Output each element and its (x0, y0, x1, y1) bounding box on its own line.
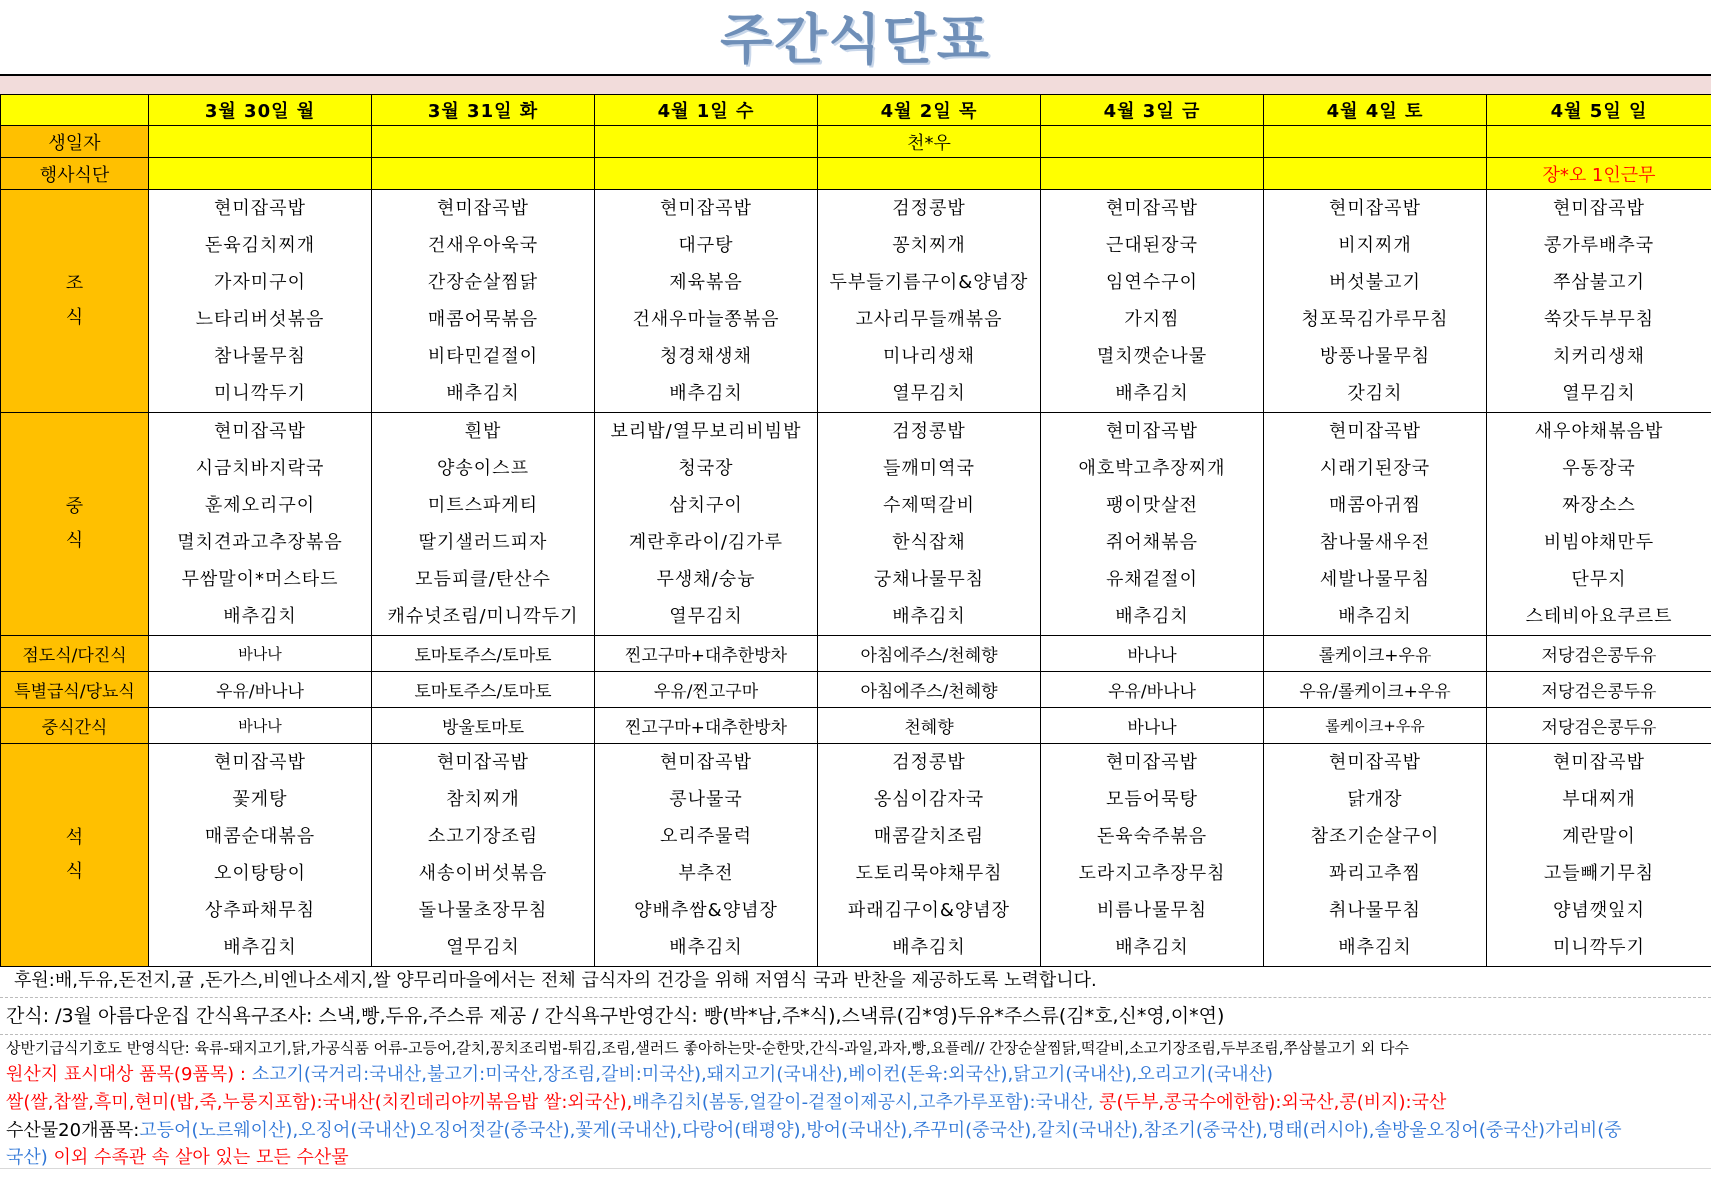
menu-item: 열무김치 (818, 375, 1040, 412)
menu-item: 배추김치 (372, 375, 594, 412)
breakfast-day-cell (1041, 190, 1264, 413)
weekly-menu-table (0, 94, 1711, 967)
menu-item: 삼치구이 (595, 487, 817, 524)
menu-item: 오리주물럭 (595, 818, 817, 855)
menu-item: 배추김치 (818, 598, 1040, 635)
event-cell (1264, 158, 1487, 190)
birthday-cell: 천*우 (818, 126, 1041, 158)
menu-item: 현미잡곡밥 (1487, 190, 1711, 227)
menu-item: 매콤어묵볶음 (372, 301, 594, 338)
menu-item: 쥐어채볶음 (1041, 524, 1263, 561)
menu-item: 고사리무들깨볶음 (818, 301, 1040, 338)
birthday-cell (1487, 126, 1711, 158)
event-cell (818, 158, 1041, 190)
menu-item: 치커리생채 (1487, 338, 1711, 375)
lunch-day-cell (595, 413, 818, 636)
menu-item: 검정콩밥 (818, 744, 1040, 781)
menu-item: 부대찌개 (1487, 781, 1711, 818)
dinner-label (1, 744, 149, 967)
menu-item: 참치찌개 (372, 781, 594, 818)
breakfast-label (1, 190, 149, 413)
snack-cell: 바나나 (1041, 636, 1264, 672)
menu-item: 들깨미역국 (818, 450, 1040, 487)
event-label: 행사식단 (1, 158, 149, 190)
lunch-label-top: 중 (1, 490, 148, 524)
event-cell (372, 158, 595, 190)
snack-survey-note: 간식: /3월 아름다운집 간식욕구조사: 스낵,빵,두유,주스류 제공 / 간식욕구반영간식: 빵(박*남,주*식),스낵류(김*영)두유*주스류(김*호,신*영,이*연) (0, 998, 1711, 1035)
menu-item: 비름나물무침 (1041, 892, 1263, 929)
menu-item: 현미잡곡밥 (149, 744, 371, 781)
menu-item: 검정콩밥 (818, 413, 1040, 450)
menu-item: 근대된장국 (1041, 227, 1263, 264)
menu-item: 새송이버섯볶음 (372, 855, 594, 892)
snack-cell: 우유/바나나 (1041, 672, 1264, 708)
menu-item: 닭개장 (1264, 781, 1486, 818)
menu-item: 버섯불고기 (1264, 264, 1486, 301)
menu-item: 현미잡곡밥 (372, 190, 594, 227)
snack-cell: 우유/롤케이크+우유 (1264, 672, 1487, 708)
page-title: 주간식단표 (0, 0, 1711, 72)
menu-item: 보리밥/열무보리비빔밥 (595, 413, 817, 450)
menu-item: 비빔야채만두 (1487, 524, 1711, 561)
menu-item: 꽁치찌개 (818, 227, 1040, 264)
menu-item: 양송이스프 (372, 450, 594, 487)
dinner-day-cell (1041, 744, 1264, 967)
menu-item: 쑥갓두부무침 (1487, 301, 1711, 338)
menu-item: 모듬피클/탄산수 (372, 561, 594, 598)
birthday-cell (1264, 126, 1487, 158)
menu-item: 미트스파게티 (372, 487, 594, 524)
birthday-label: 생일자 (1, 126, 149, 158)
lunch-day-cell (1487, 413, 1711, 636)
menu-item: 배추김치 (595, 375, 817, 412)
breakfast-label-top: 조 (1, 267, 148, 301)
menu-item: 현미잡곡밥 (1264, 413, 1486, 450)
menu-item: 상추파채무침 (149, 892, 371, 929)
seafood-cont-red: 이외 수족관 속 살아 있는 모든 수산물 (48, 1147, 349, 1168)
menu-item: 두부들기름구이&양념장 (818, 264, 1040, 301)
menu-item: 현미잡곡밥 (1264, 190, 1486, 227)
menu-item: 현미잡곡밥 (149, 413, 371, 450)
snack-row (1, 672, 1711, 708)
menu-item: 검정콩밥 (818, 190, 1040, 227)
menu-item: 현미잡곡밥 (372, 744, 594, 781)
menu-item: 청경채생채 (595, 338, 817, 375)
menu-item: 멸치깻순나물 (1041, 338, 1263, 375)
menu-item: 현미잡곡밥 (1264, 744, 1486, 781)
origin-grain-bean: 콩(두부,콩국수에한함):외국산,콩(비지):국산 (1093, 1092, 1446, 1113)
day-header: 4월 2일 목 (818, 95, 1041, 126)
menu-item: 열무김치 (1487, 375, 1711, 412)
menu-item: 팽이맛살전 (1041, 487, 1263, 524)
snack-cell: 토마토주스/토마토 (372, 672, 595, 708)
lunch-day-cell (1041, 413, 1264, 636)
day-header: 4월 4일 토 (1264, 95, 1487, 126)
menu-item: 취나물무침 (1264, 892, 1486, 929)
menu-item: 꽈리고추찜 (1264, 855, 1486, 892)
breakfast-day-cell (818, 190, 1041, 413)
birthday-cell (595, 126, 818, 158)
origin-label: 원산지 표시대상 품목(9품목) : (6, 1064, 246, 1085)
snack-cell: 아침에주스/천혜향 (818, 636, 1041, 672)
menu-item: 꽃게탕 (149, 781, 371, 818)
breakfast-day-cell (1264, 190, 1487, 413)
menu-item: 열무김치 (595, 598, 817, 635)
breakfast-day-cell (595, 190, 818, 413)
lunch-day-cell (372, 413, 595, 636)
preference-note: 상반기급식기호도 반영식단: 육류-돼지고기,닭,가공식품 어류-고등어,갈치,꽁치조리법-튀김,조림,샐러드 좋아하는맛-순한맛,간식-과일,과자,빵,요플레// 간장순살찜닭,떡갈비,소고기장조림,두부조림,쭈삼불고기 외 다수 (0, 1035, 1711, 1061)
menu-item: 양념깻잎지 (1487, 892, 1711, 929)
menu-item: 쭈삼불고기 (1487, 264, 1711, 301)
menu-item: 미니깍두기 (149, 375, 371, 412)
menu-item: 미나리생채 (818, 338, 1040, 375)
menu-item: 스테비아요쿠르트 (1487, 598, 1711, 635)
birthday-row (1, 126, 1711, 158)
birthday-cell (1041, 126, 1264, 158)
menu-item: 콩가루배추국 (1487, 227, 1711, 264)
snack-row-label: 점도식/다진식 (1, 636, 149, 672)
menu-item: 현미잡곡밥 (149, 190, 371, 227)
menu-item: 부추전 (595, 855, 817, 892)
menu-item: 청포묵김가루무침 (1264, 301, 1486, 338)
menu-item: 건새우아욱국 (372, 227, 594, 264)
event-cell (1041, 158, 1264, 190)
menu-item: 궁채나물무침 (818, 561, 1040, 598)
sponsor-note: 후원:배,두유,돈전지,귤 ,돈가스,비엔나소세지,쌀 양무리마을에서는 전체 급식자의 건강을 위해 저염식 국과 반찬을 제공하도록 노력합니다. (0, 967, 1711, 998)
menu-item: 참나물새우전 (1264, 524, 1486, 561)
event-cell: 장*오 1인근무 (1487, 158, 1711, 190)
snack-cell: 바나나 (149, 636, 372, 672)
menu-item: 시금치바지락국 (149, 450, 371, 487)
menu-item: 느타리버섯볶음 (149, 301, 371, 338)
dinner-day-cell (1487, 744, 1711, 967)
seafood-cont-blue: 국산) (6, 1147, 48, 1168)
origin-grain-kimchi: 배추김치(봄동,얼갈이-겉절이제공시,고추가루포함):국내산, (632, 1092, 1093, 1113)
breakfast-row (1, 190, 1711, 413)
menu-item: 흰밥 (372, 413, 594, 450)
menu-item: 계란후라이/김가루 (595, 524, 817, 561)
origin-meat-text: 소고기(국거리:국내산,불고기:미국산,장조림,갈비:미국산),돼지고기(국내산),베이컨(돈육:외국산),닭고기(국내산),오리고기(국내산) (246, 1064, 1273, 1085)
menu-item: 단무지 (1487, 561, 1711, 598)
menu-item: 도토리묵야채무침 (818, 855, 1040, 892)
dinner-day-cell (149, 744, 372, 967)
menu-item: 열무김치 (372, 929, 594, 966)
dinner-day-cell (1264, 744, 1487, 967)
notes-section (0, 967, 1711, 1171)
menu-item: 캐슈넛조림/미니깍두기 (372, 598, 594, 635)
menu-item: 건새우마늘쫑볶음 (595, 301, 817, 338)
menu-item: 배추김치 (1041, 375, 1263, 412)
menu-item: 돌나물초장무침 (372, 892, 594, 929)
snack-cell: 우유/찐고구마 (595, 672, 818, 708)
menu-item: 배추김치 (1041, 929, 1263, 966)
menu-item: 청국장 (595, 450, 817, 487)
snack-cell: 롤케이크+우유 (1264, 708, 1487, 744)
event-cell (595, 158, 818, 190)
day-header: 3월 30일 월 (149, 95, 372, 126)
menu-item: 소고기장조림 (372, 818, 594, 855)
birthday-cell (372, 126, 595, 158)
snack-cell: 저당검은콩두유 (1487, 636, 1711, 672)
event-row (1, 158, 1711, 190)
seafood-label: 수산물20개품목: (6, 1120, 139, 1141)
menu-item: 비지찌개 (1264, 227, 1486, 264)
menu-item: 돈육김치찌개 (149, 227, 371, 264)
menu-item: 우동장국 (1487, 450, 1711, 487)
menu-item: 현미잡곡밥 (595, 190, 817, 227)
menu-item: 비타민겉절이 (372, 338, 594, 375)
day-header: 4월 3일 금 (1041, 95, 1264, 126)
snack-cell: 저당검은콩두유 (1487, 708, 1711, 744)
menu-item: 애호박고추장찌개 (1041, 450, 1263, 487)
dinner-label-bottom: 식 (1, 855, 148, 889)
menu-item: 현미잡곡밥 (1041, 413, 1263, 450)
lunch-label-bottom: 식 (1, 524, 148, 558)
date-header-row (1, 95, 1711, 126)
menu-item: 배추김치 (595, 929, 817, 966)
snack-cell: 저당검은콩두유 (1487, 672, 1711, 708)
menu-item: 매콤갈치조림 (818, 818, 1040, 855)
breakfast-day-cell (149, 190, 372, 413)
snack-row-label: 중식간식 (1, 708, 149, 744)
menu-item: 제육볶음 (595, 264, 817, 301)
menu-item: 참나물무침 (149, 338, 371, 375)
event-cell (149, 158, 372, 190)
snack-row (1, 636, 1711, 672)
menu-item: 갓김치 (1264, 375, 1486, 412)
menu-item: 파래김구이&양념장 (818, 892, 1040, 929)
menu-item: 배추김치 (1264, 929, 1486, 966)
menu-item: 현미잡곡밥 (1041, 190, 1263, 227)
dinner-day-cell (372, 744, 595, 967)
menu-item: 훈제오리구이 (149, 487, 371, 524)
sheet-gridline-strip (0, 1168, 1711, 1192)
menu-item: 멸치견과고추장볶음 (149, 524, 371, 561)
menu-item: 무생채/숭늉 (595, 561, 817, 598)
seafood-list: 고등어(노르웨이산),오징어(국내산)오징어젓갈(중국산),꽃게(국내산),다랑어(태평양),방어(국내산),주꾸미(중국산),갈치(국내산),참조기(중국산),명태(러시아),솔방울오징어(중국산)가리비(중 (139, 1120, 1621, 1141)
snack-cell: 찐고구마+대추한방차 (595, 708, 818, 744)
birthday-cell (149, 126, 372, 158)
snack-cell: 바나나 (1041, 708, 1264, 744)
menu-item: 매콤순대볶음 (149, 818, 371, 855)
day-header: 3월 31일 화 (372, 95, 595, 126)
breakfast-day-cell (372, 190, 595, 413)
lunch-label (1, 413, 149, 636)
origin-grain-rice: 쌀(쌀,찹쌀,흑미,현미(밥,죽,누룽지포함):국내산(치킨데리야끼볶음밥 쌀:외국산), (6, 1092, 632, 1113)
snack-row (1, 708, 1711, 744)
menu-item: 미니깍두기 (1487, 929, 1711, 966)
menu-item: 시래기된장국 (1264, 450, 1486, 487)
menu-item: 배추김치 (1041, 598, 1263, 635)
dinner-day-cell (818, 744, 1041, 967)
menu-item: 간장순살찜닭 (372, 264, 594, 301)
menu-item: 짜장소스 (1487, 487, 1711, 524)
breakfast-day-cell (1487, 190, 1711, 413)
menu-item: 딸기샐러드피자 (372, 524, 594, 561)
snack-cell: 우유/바나나 (149, 672, 372, 708)
snack-cell: 바나나 (149, 708, 372, 744)
menu-item: 콩나물국 (595, 781, 817, 818)
menu-item: 오이탕탕이 (149, 855, 371, 892)
menu-item: 도라지고추장무침 (1041, 855, 1263, 892)
menu-item: 세발나물무침 (1264, 561, 1486, 598)
pink-divider-bar (0, 74, 1711, 96)
menu-item: 배추김치 (149, 929, 371, 966)
menu-item: 가지찜 (1041, 301, 1263, 338)
menu-item: 현미잡곡밥 (595, 744, 817, 781)
menu-item: 양배추쌈&양념장 (595, 892, 817, 929)
snack-row-label: 특별급식/당뇨식 (1, 672, 149, 708)
breakfast-label-bottom: 식 (1, 301, 148, 335)
menu-item: 모듬어묵탕 (1041, 781, 1263, 818)
menu-item: 배추김치 (818, 929, 1040, 966)
menu-item: 배추김치 (1264, 598, 1486, 635)
menu-item: 가자미구이 (149, 264, 371, 301)
lunch-day-cell (1264, 413, 1487, 636)
menu-item: 대구탕 (595, 227, 817, 264)
menu-item: 배추김치 (149, 598, 371, 635)
lunch-day-cell (149, 413, 372, 636)
menu-item: 고들빼기무침 (1487, 855, 1711, 892)
menu-item: 새우야채볶음밥 (1487, 413, 1711, 450)
menu-item: 현미잡곡밥 (1041, 744, 1263, 781)
snack-cell: 토마토주스/토마토 (372, 636, 595, 672)
origin-grain-note (0, 1089, 1711, 1117)
menu-item: 무쌈말이*머스타드 (149, 561, 371, 598)
menu-item: 유채겉절이 (1041, 561, 1263, 598)
day-header: 4월 5일 일 (1487, 95, 1711, 126)
menu-item: 방풍나물무침 (1264, 338, 1486, 375)
menu-item: 현미잡곡밥 (1487, 744, 1711, 781)
lunch-row (1, 413, 1711, 636)
menu-item: 계란말이 (1487, 818, 1711, 855)
menu-item: 임연수구이 (1041, 264, 1263, 301)
snack-cell: 찐고구마+대추한방차 (595, 636, 818, 672)
origin-meat-note (0, 1061, 1711, 1089)
corner-cell (1, 95, 149, 126)
snack-cell: 롤케이크+우유 (1264, 636, 1487, 672)
dinner-day-cell (595, 744, 818, 967)
snack-cell: 천혜향 (818, 708, 1041, 744)
day-header: 4월 1일 수 (595, 95, 818, 126)
dinner-row (1, 744, 1711, 967)
snack-cell: 아침에주스/천혜향 (818, 672, 1041, 708)
menu-item: 참조기순살구이 (1264, 818, 1486, 855)
menu-item: 매콤아귀찜 (1264, 487, 1486, 524)
lunch-day-cell (818, 413, 1041, 636)
menu-item: 한식잡채 (818, 524, 1040, 561)
menu-item: 옹심이감자국 (818, 781, 1040, 818)
menu-item: 돈육숙주볶음 (1041, 818, 1263, 855)
seafood-note (0, 1117, 1711, 1145)
menu-item: 수제떡갈비 (818, 487, 1040, 524)
dinner-label-top: 석 (1, 821, 148, 855)
snack-cell: 방울토마토 (372, 708, 595, 744)
